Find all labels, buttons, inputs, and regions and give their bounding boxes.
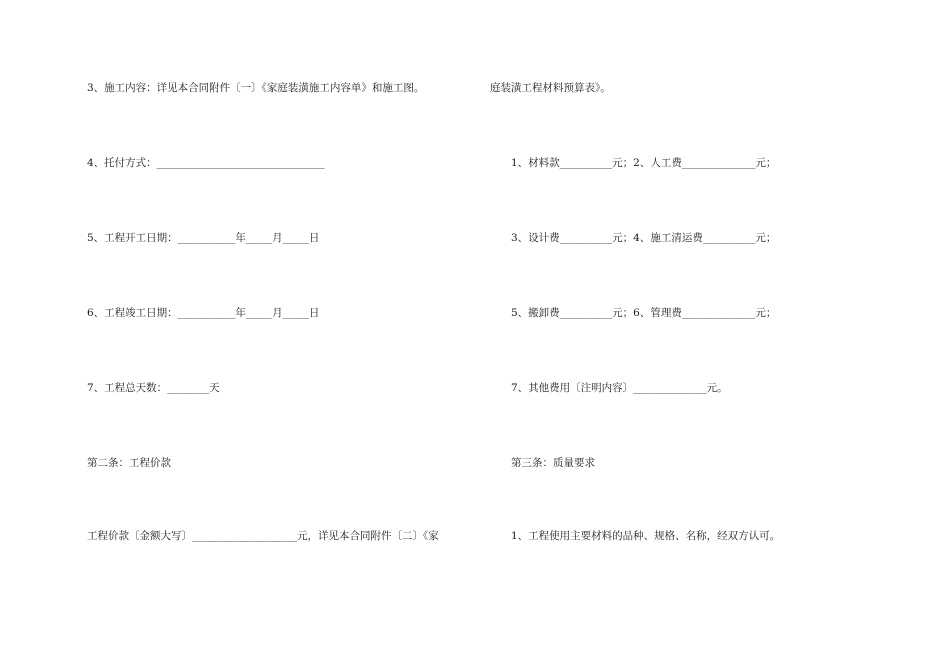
fee-handling-management: 5、搬卸费__________元；6、管理费______________元； — [511, 307, 777, 319]
clause-project-price-amount: 工程价款〔金额大写〕____________________元，详见本合同附件〔二〕《家 — [87, 530, 439, 542]
section-heading-quality-requirements: 第三条：质量要求 — [511, 457, 595, 469]
fee-other: 7、其他费用〔注明内容〕______________元。 — [511, 382, 728, 394]
fee-materials-labor: 1、材料款__________元；2、人工费______________元； — [511, 157, 777, 169]
clause-payment-method: 4、托付方式：________________________________ — [87, 157, 325, 169]
clause-budget-table-continuation: 庭装潢工程材料预算表》。 — [490, 82, 611, 94]
clause-quality-materials: 1、工程使用主要材料的品种、规格、名称，经双方认可。 — [511, 530, 781, 542]
clause-construction-content: 3、施工内容：详见本合同附件〔一〕《家庭装潢施工内容单》和施工图。 — [87, 82, 425, 94]
clause-completion-date: 6、工程竣工日期：___________年_____月_____日 — [87, 307, 320, 319]
clause-total-days: 7、工程总天数：________天 — [87, 382, 220, 394]
section-heading-project-price: 第二条：工程价款 — [87, 457, 171, 469]
fee-design-cleanup: 3、设计费__________元；4、施工清运费__________元； — [511, 232, 777, 244]
clause-start-date: 5、工程开工日期：___________年_____月_____日 — [87, 232, 320, 244]
